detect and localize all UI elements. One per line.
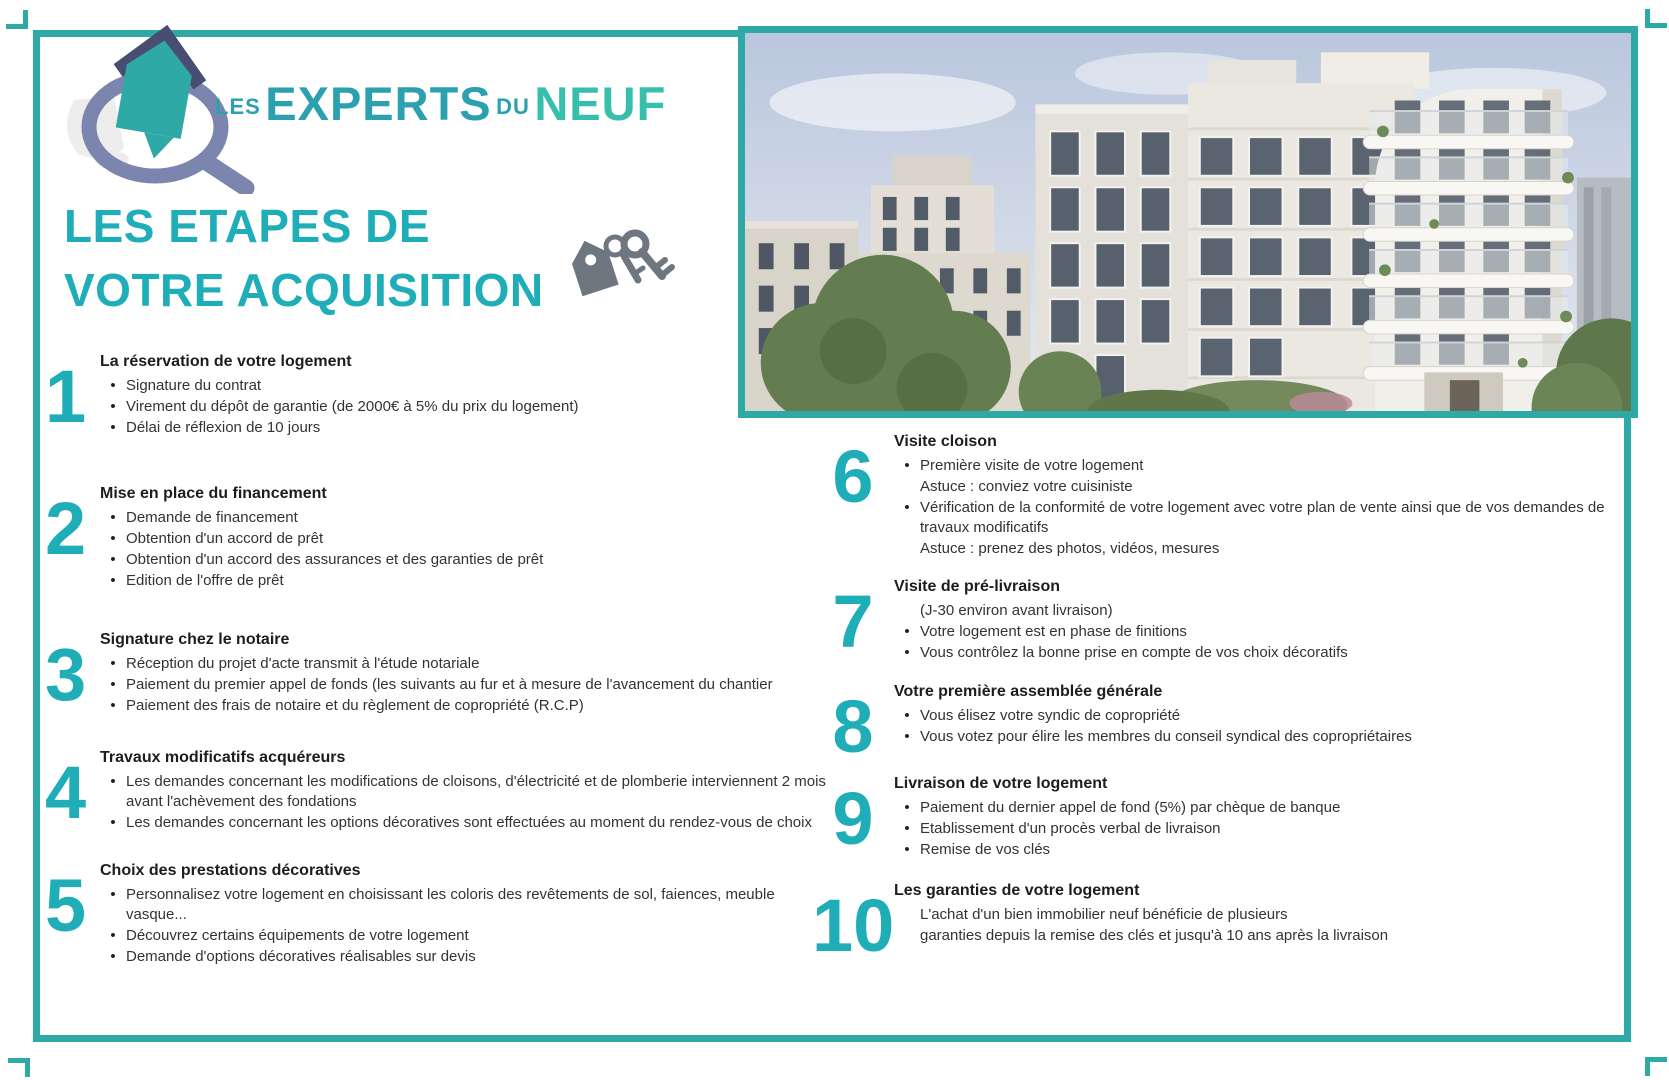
step-title: Visite de pré-livraison	[894, 578, 1060, 595]
bullet-marker: •	[110, 886, 116, 903]
bullet-marker	[894, 477, 920, 497]
brand-word-experts: EXPERTS	[265, 77, 492, 130]
step-number: 4	[45, 751, 87, 834]
step-body	[894, 432, 1612, 560]
bullet-marker: •	[110, 419, 116, 436]
step-item-text: Signature du contrat	[126, 377, 262, 394]
step-item	[100, 885, 837, 924]
step-body	[100, 630, 837, 717]
page-title	[64, 194, 544, 322]
step-item-text: Délai de réflexion de 10 jours	[126, 419, 321, 436]
step-item	[894, 926, 1612, 946]
bullet-marker: •	[904, 499, 910, 516]
step-item-text: Vous élisez votre syndic de copropriété	[920, 707, 1181, 724]
step-item-text: Paiement des frais de notaire et du règlement de copropriété (R.C.P)	[126, 697, 584, 714]
step-body	[100, 748, 845, 834]
bullet-marker: •	[110, 377, 116, 394]
bullet-marker: •	[904, 728, 910, 745]
page-title-line1: LES ETAPES DE	[64, 200, 431, 252]
corner-bracket-top-left	[6, 10, 28, 29]
bullet-marker: •	[110, 813, 116, 831]
step-item	[100, 654, 837, 674]
step-body	[100, 861, 837, 968]
step-item	[894, 819, 1612, 839]
step-item	[894, 477, 1612, 497]
step-item-text: Demande d'options décoratives réalisables sur devis	[126, 947, 476, 965]
step-6	[812, 432, 1612, 560]
bullet-marker: •	[110, 773, 116, 790]
step-item	[894, 840, 1612, 860]
step-number: 10	[812, 884, 895, 967]
step-10	[812, 881, 1612, 967]
step-title: La réservation de votre logement	[100, 353, 352, 370]
step-number: 8	[832, 685, 874, 768]
step-number: 9	[832, 777, 874, 860]
step-item	[894, 905, 1612, 925]
step-item-text: Personnalisez votre logement en choisissant les coloris des revêtements de sol, faiences, meuble vasque...	[126, 886, 775, 923]
step-item	[894, 456, 1612, 476]
bullet-marker: •	[110, 655, 116, 672]
step-item-text: Votre logement est en phase de finitions	[920, 623, 1187, 640]
house-keys-icon	[556, 218, 676, 315]
corner-bracket-top-right	[1645, 9, 1667, 28]
step-title: Visite cloison	[894, 433, 997, 450]
step-item-text: Virement du dépôt de garantie (de 2000€ à 5% du prix du logement)	[126, 398, 579, 415]
step-item	[894, 622, 1612, 642]
step-title: Choix des prestations décoratives	[100, 862, 361, 879]
step-4	[45, 748, 845, 834]
step-7	[812, 577, 1612, 664]
step-title: Mise en place du financement	[100, 485, 327, 502]
step-item	[894, 498, 1612, 537]
step-item	[100, 397, 837, 417]
brand-word-du: DU	[496, 94, 530, 119]
brand-word-neuf: NEUF	[534, 77, 667, 130]
building-photo	[738, 26, 1638, 418]
step-item-text: Vous votez pour élire les membres du conseil syndical des copropriétaires	[920, 728, 1412, 745]
step-item-text: Première visite de votre logement	[920, 457, 1144, 474]
corner-bracket-bottom-left	[8, 1058, 30, 1077]
step-item	[894, 727, 1612, 747]
step-body	[100, 484, 837, 592]
step-item-text: Etablissement d'un procès verbal de livraison	[920, 820, 1221, 837]
step-number: 2	[45, 487, 87, 570]
step-title: Signature chez le notaire	[100, 631, 290, 648]
page-title-line2: VOTRE ACQUISITION	[64, 264, 544, 316]
bullet-marker: •	[904, 820, 910, 837]
step-item	[894, 798, 1612, 818]
step-3	[45, 630, 837, 717]
step-item-text: L'achat d'un bien immobilier neuf bénéficie de plusieurs	[920, 906, 1288, 923]
step-8	[812, 682, 1612, 768]
bullet-marker: •	[904, 457, 910, 474]
step-title: Livraison de votre logement	[894, 775, 1108, 792]
brand-logo	[52, 0, 712, 190]
step-item	[894, 706, 1612, 726]
step-item	[100, 571, 837, 591]
step-title: Votre première assemblée générale	[894, 683, 1163, 700]
step-item-text: Edition de l'offre de prêt	[126, 572, 284, 589]
step-item	[100, 376, 837, 396]
brand-wordmark	[215, 76, 666, 131]
bullet-marker: •	[110, 398, 116, 415]
bullet-marker: •	[904, 799, 910, 816]
bullet-marker	[894, 926, 920, 946]
step-item	[100, 508, 837, 528]
bullet-marker: •	[904, 623, 910, 640]
step-item-text: Astuce : conviez votre cuisiniste	[920, 478, 1133, 495]
step-item	[100, 696, 837, 716]
step-title: Travaux modificatifs acquéreurs	[100, 749, 346, 766]
step-number: 7	[832, 580, 874, 663]
bullet-marker: •	[110, 947, 116, 965]
corner-bracket-bottom-right	[1645, 1057, 1667, 1076]
step-title: Les garanties de votre logement	[894, 882, 1140, 899]
step-body	[894, 577, 1612, 664]
bullet-marker: •	[110, 551, 116, 568]
step-item-text: Vous contrôlez la bonne prise en compte de vos choix décoratifs	[920, 644, 1348, 661]
step-body	[100, 352, 837, 439]
bullet-marker: •	[110, 926, 116, 944]
step-item	[894, 539, 1612, 559]
bullet-marker: •	[110, 509, 116, 526]
step-number: 5	[45, 864, 87, 947]
step-item	[100, 813, 845, 833]
step-body	[894, 881, 1612, 947]
step-item-text: Paiement du dernier appel de fond (5%) par chèque de banque	[920, 799, 1341, 816]
step-item-text: Obtention d'un accord des assurances et des garanties de prêt	[126, 551, 544, 568]
step-number: 3	[45, 633, 87, 716]
step-2	[45, 484, 837, 592]
step-item-text: (J-30 environ avant livraison)	[920, 602, 1113, 619]
bullet-marker	[894, 601, 920, 621]
bullet-marker: •	[110, 572, 116, 589]
step-item-text: Les demandes concernant les modifications de cloisons, d'électricité et de plomberie interviennent 2 mois avant l'achèvement des fondations	[126, 773, 826, 810]
step-item-text: Paiement du premier appel de fonds (les suivants au fur et à mesure de l'avancement du chantier	[126, 676, 773, 693]
step-number: 6	[832, 435, 874, 518]
step-item	[100, 418, 837, 438]
step-9	[812, 774, 1612, 861]
step-item-text: Découvrez certains équipements de votre logement	[126, 926, 469, 944]
brand-word-les: LES	[215, 94, 261, 119]
step-item	[100, 947, 837, 967]
step-item-text: Les demandes concernant les options décoratives sont effectuées au moment du rendez-vous de choix	[126, 813, 812, 831]
bullet-marker: •	[110, 697, 116, 714]
step-5	[45, 861, 837, 968]
step-item	[100, 550, 837, 570]
step-item-text: Vérification de la conformité de votre logement avec votre plan de vente ainsi que de vos demandes de travaux modificatifs	[920, 499, 1605, 536]
step-item-text: Remise de vos clés	[920, 841, 1051, 858]
step-item-text: garanties depuis la remise des clés et jusqu'à 10 ans après la livraison	[920, 927, 1389, 944]
bullet-marker: •	[110, 676, 116, 693]
step-item	[894, 643, 1612, 663]
bullet-marker: •	[904, 841, 910, 858]
step-body	[894, 682, 1612, 748]
bullet-marker: •	[904, 707, 910, 724]
bullet-marker: •	[110, 530, 116, 547]
step-item	[894, 601, 1612, 621]
step-item-text: Astuce : prenez des photos, vidéos, mesures	[920, 539, 1220, 557]
step-1	[45, 352, 837, 439]
step-item	[100, 675, 837, 695]
bullet-marker	[894, 539, 920, 559]
step-item	[100, 529, 837, 549]
step-item	[100, 926, 837, 946]
step-item-text: Demande de financement	[126, 509, 298, 526]
step-number: 1	[45, 355, 87, 438]
step-body	[894, 774, 1612, 861]
step-item	[100, 772, 845, 811]
step-item-text: Obtention d'un accord de prêt	[126, 530, 324, 547]
bullet-marker: •	[904, 644, 910, 661]
step-item-text: Réception du projet d'acte transmit à l'étude notariale	[126, 655, 480, 672]
bullet-marker	[894, 905, 920, 925]
